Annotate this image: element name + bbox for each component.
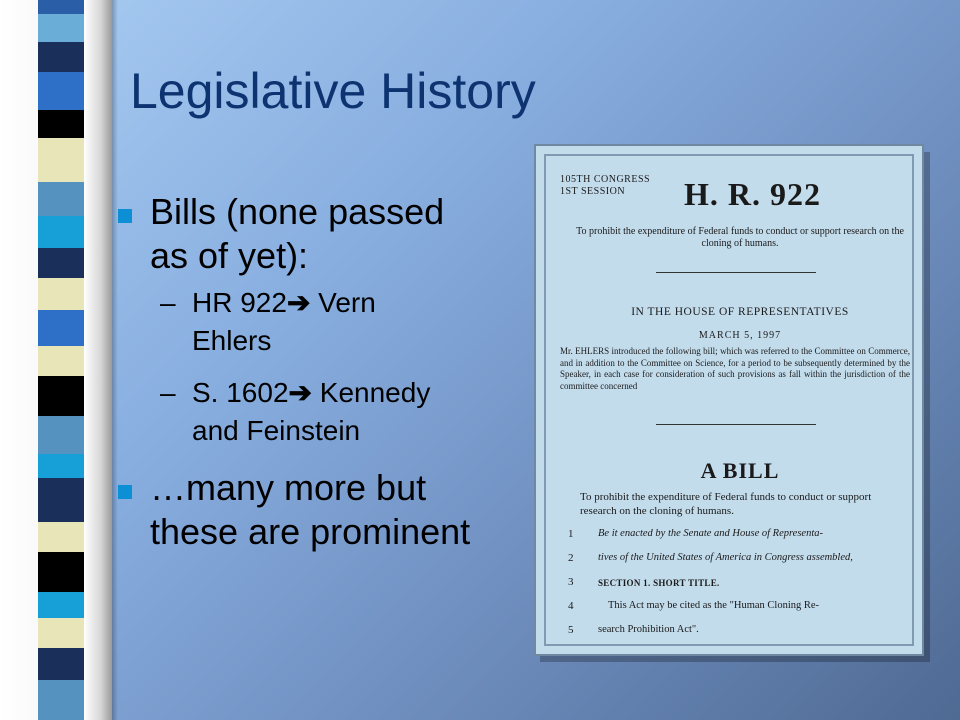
divider: [656, 424, 816, 425]
bullet-list: [116, 190, 536, 554]
bill-purpose: To prohibit the expenditure of Federal funds to conduct or support research on the cloning of humans.: [576, 226, 904, 249]
congress-line: 105TH CONGRESS: [560, 174, 651, 185]
bill-id: HR 922: [192, 287, 287, 318]
line-number: 2: [568, 552, 574, 564]
section-title: SECTION 1. SHORT TITLE.: [598, 578, 720, 588]
introduction-date: MARCH 5, 1997: [698, 330, 782, 341]
bullet-text-line: as of yet):: [150, 235, 309, 276]
bullet-text-line: …many more but: [150, 467, 427, 508]
sponsor-text-line2: Ehlers: [192, 325, 272, 356]
bullet-text-line: these are prominent: [150, 511, 471, 552]
dash-marker: –: [160, 287, 176, 318]
arrow-right-icon: ➔: [286, 287, 311, 318]
bullet-square-icon: [118, 209, 132, 223]
document-frame: [544, 154, 914, 646]
dash-marker: –: [160, 377, 176, 408]
divider: [656, 272, 816, 273]
bill-line-text: This Act may be cited as the "Human Cloning Re-: [608, 600, 820, 611]
bill-line-text: tives of the United States of America in Congress assembled,: [598, 552, 853, 563]
sponsor-text: Kennedy: [312, 377, 431, 408]
stripe-bevel: [84, 0, 112, 720]
line-number: 3: [568, 576, 574, 588]
line-number: 1: [568, 528, 574, 540]
bullet-text-line: Bills (none passed: [150, 191, 445, 232]
bullet-bills: [116, 190, 536, 278]
bill-line-text: search Prohibition Act".: [598, 624, 699, 635]
house-heading: IN THE HOUSE OF REPRESENTATIVES: [631, 306, 849, 318]
bill-line-text: Be it enacted by the Senate and House of Representa-: [598, 528, 823, 539]
sub-bullet-s1602: [116, 374, 536, 450]
bullet-many-more: [116, 466, 536, 554]
a-bill-purpose: To prohibit the expenditure of Federal funds to conduct or support research on the cloning of humans.: [580, 491, 872, 517]
a-bill-heading: A BILL: [700, 458, 780, 483]
bill-document-image: [534, 144, 924, 656]
slide-title: Legislative History: [130, 63, 536, 119]
bill-id: S. 1602: [192, 377, 289, 408]
sponsor-text-line2: and Feinstein: [192, 415, 361, 446]
bullet-square-icon: [118, 485, 132, 499]
arrow-right-icon: ➔: [288, 377, 312, 408]
session-line: 1ST SESSION: [560, 186, 626, 197]
sub-bullet-hr922: [116, 284, 536, 360]
sponsor-text: Vern: [310, 287, 376, 318]
line-number: 5: [568, 624, 574, 636]
bill-number: H. R. 922: [684, 176, 821, 212]
line-number: 4: [568, 600, 574, 612]
congress-session: [560, 174, 650, 198]
introduction-text: Mr. EHLERS introduced the following bill; which was referred to the Committee on Commerce, and in addition to the Committee on Science, for a period to be subsequently determined by the Speaker, in each case for consideration of such provisions as fall within the jurisdiction of the committee concerned: [560, 346, 910, 391]
